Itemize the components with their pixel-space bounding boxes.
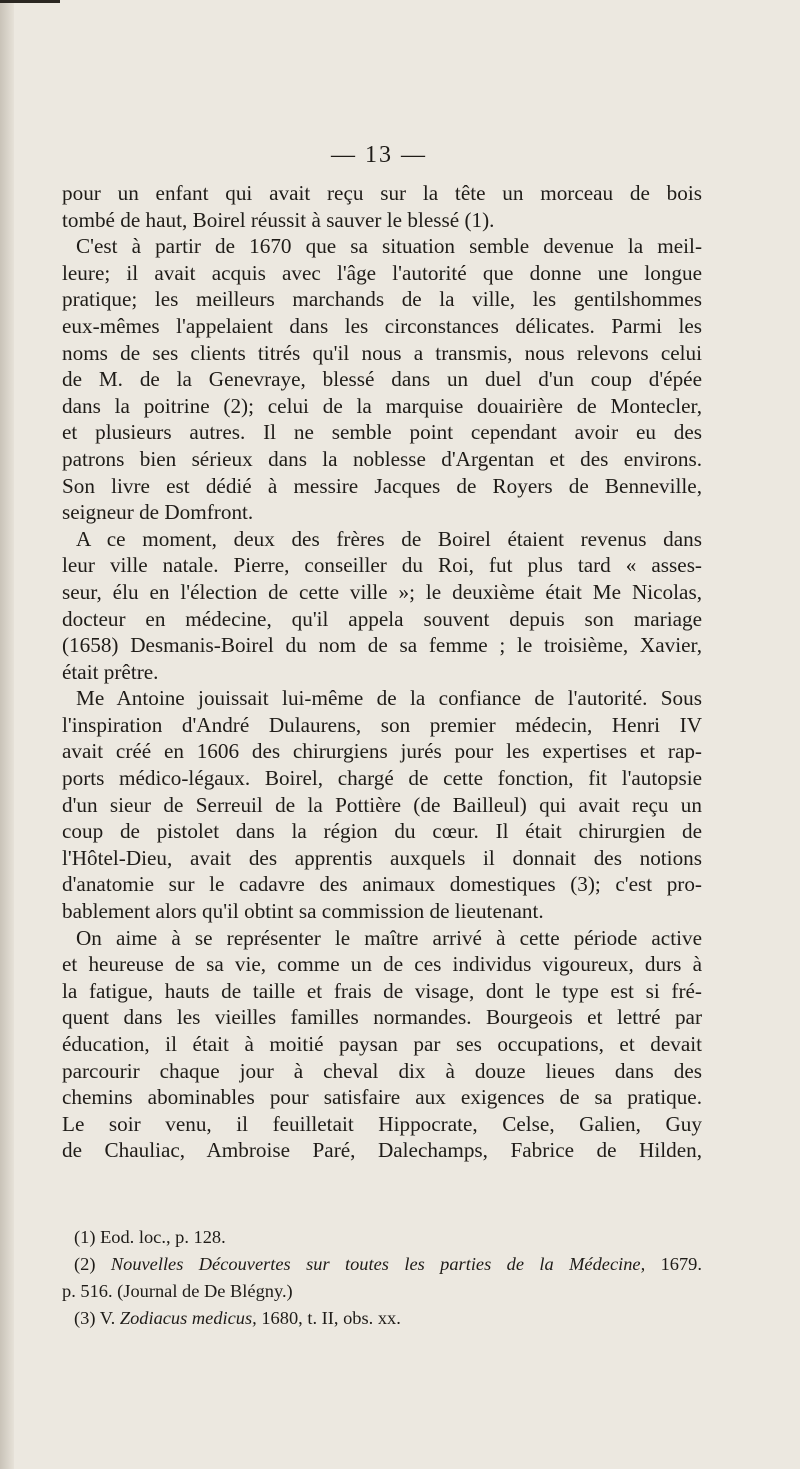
footnote-text: p. 516. (Journal de De Blégny.) <box>62 1281 293 1301</box>
text-line: leure; il avait acquis avec l'âge l'autorité que donne une longue <box>62 260 702 285</box>
text-line: Son livre est dédié à messire Jacques de Royers de Benneville, <box>62 473 702 498</box>
text-line: C'est à partir de 1670 que sa situation semble devenue la meil- <box>76 234 702 259</box>
page-edge <box>0 0 14 1469</box>
text-line: dans la poitrine (2); celui de la marquise douairière de Montecler, <box>62 393 702 418</box>
text-line: seigneur de Domfront. <box>62 500 254 525</box>
page-number: — 13 — <box>331 142 427 168</box>
text-line: docteur en médecine, qu'il appela souvent depuis son mariage <box>62 606 702 631</box>
text-line: noms de ses clients titrés qu'il nous a transmis, nous relevons celui <box>62 340 702 365</box>
text-line: seur, élu en l'élection de cette ville »; le deuxième était Me Nicolas, <box>62 579 702 604</box>
text-line: et heureuse de sa vie, comme un de ces individus vigoureux, durs à <box>62 952 702 977</box>
footnote-text: Eod. loc., p. 128. <box>100 1227 226 1247</box>
footnote-label: (1) <box>74 1227 96 1247</box>
text-line: l'Hôtel-Dieu, avait des apprentis auxquels il donnait des notions <box>62 845 702 870</box>
footnote-1 <box>62 1224 702 1251</box>
footnote-italic-title: Zodiacus medicus, <box>119 1308 257 1328</box>
text-line: éducation, il était à moitié paysan par ses occupations, et devait <box>62 1032 702 1056</box>
text-line: On aime à se représenter le maître arrivé à cette période active <box>76 925 702 950</box>
text-line: parcourir chaque jour à cheval dix à douze lieues dans des <box>62 1058 702 1083</box>
text-line: quent dans les vieilles familles normandes. Bourgeois et lettré par <box>62 1005 702 1030</box>
footnote-2-continuation <box>62 1278 702 1305</box>
text-line: d'anatomie sur le cadavre des animaux domestiques (3); c'est pro- <box>62 872 702 897</box>
text-line: de Chauliac, Ambroise Paré, Dalechamps, Fabrice de Hilden, <box>62 1138 702 1163</box>
text-line: l'inspiration d'André Dulaurens, son premier médecin, Henri IV <box>62 712 702 737</box>
scan-corner-mark <box>0 0 60 3</box>
text-line: de M. de la Genevraye, blessé dans un duel d'un coup d'épée <box>62 367 702 392</box>
text-line: leur ville natale. Pierre, conseiller du Roi, fut plus tard « asses- <box>62 553 702 578</box>
footnote-text: 1679. <box>660 1254 702 1274</box>
text-line: ports médico-légaux. Boirel, chargé de cette fonction, fit l'autopsie <box>62 766 702 791</box>
footnote-label: (2) <box>74 1254 96 1274</box>
text-line: avait créé en 1606 des chirurgiens jurés pour les expertises et rap- <box>62 739 702 764</box>
footnote-2 <box>62 1251 702 1278</box>
text-line: (1658) Desmanis-Boirel du nom de sa femme ; le troisième, Xavier, <box>62 633 702 658</box>
text-line: chemins abominables pour satisfaire aux exigences de sa pratique. <box>62 1085 702 1110</box>
text-line: était prêtre. <box>62 659 159 684</box>
footnote-label: (3) <box>74 1308 96 1328</box>
text-line: et plusieurs autres. Il ne semble point cependant avoir eu des <box>62 420 702 445</box>
text-line: tombé de haut, Boirel réussit à sauver le blessé (1). <box>62 207 495 232</box>
text-line: eux-mêmes l'appelaient dans les circonstances délicates. Parmi les <box>62 313 702 338</box>
text-line: bablement alors qu'il obtint sa commission de lieutenant. <box>62 899 544 924</box>
footnote-italic-title: Nouvelles Découvertes sur toutes les parties de la Médecine, <box>110 1254 646 1274</box>
footnote-3 <box>62 1305 702 1332</box>
text-line: d'un sieur de Serreuil de la Pottière (de Bailleul) qui avait reçu un <box>62 792 702 817</box>
footnotes <box>62 1224 702 1332</box>
body-text <box>62 180 702 1164</box>
text-line: pour un enfant qui avait reçu sur la tête un morceau de bois <box>62 181 702 205</box>
text-line: Le soir venu, il feuilletait Hippocrate, Celse, Galien, Guy <box>62 1111 702 1136</box>
text-line: pratique; les meilleurs marchands de la ville, les gentilshommes <box>62 287 702 312</box>
text-line: coup de pistolet dans la région du cœur. Il était chirurgien de <box>62 819 702 844</box>
text-line: la fatigue, hauts de taille et frais de visage, dont le type est si fré- <box>62 978 702 1003</box>
text-line: patrons bien sérieux dans la noblesse d'Argentan et des environs. <box>62 446 702 471</box>
text-line: Me Antoine jouissait lui-même de la confiance de l'autorité. Sous <box>76 686 702 711</box>
footnote-text: 1680, t. II, obs. xx. <box>261 1308 401 1328</box>
footnote-prefix: V. <box>99 1308 116 1328</box>
text-line: A ce moment, deux des frères de Boirel étaient revenus dans <box>76 526 702 551</box>
